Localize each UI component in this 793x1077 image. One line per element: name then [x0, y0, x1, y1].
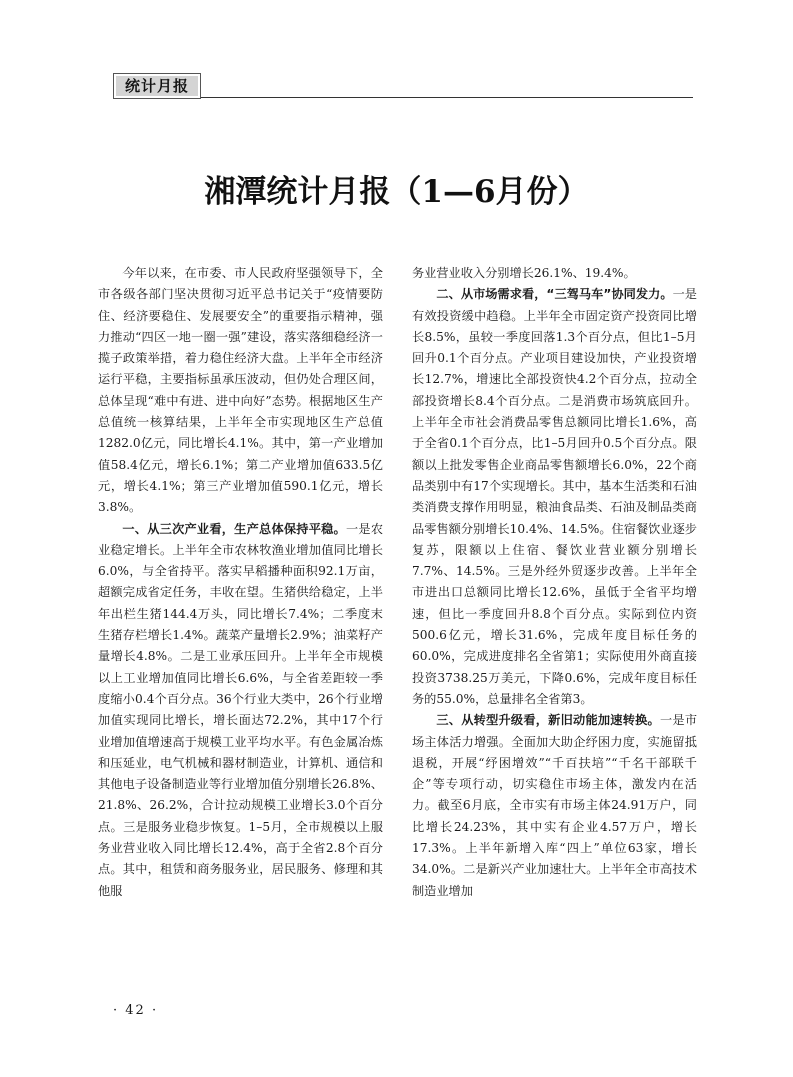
page-title: 湘潭统计月报（1—6月份） — [204, 174, 589, 210]
section-1-body: 一是农业稳定增长。上半年全市农林牧渔业增加值同比增长6.0%，与全省持平。落实早稻播种面积92.1万亩，超额完成省定任务，丰收在望。生猪供给稳定，上半年出栏生猪144.4万头，同比增长7.4%；二季度末生猪存栏增长1.4%。蔬菜产量增长2.9%；油菜籽产量增长4.8%。二是工业承压回升。上半年全市规模以上工业增加值同比增长6.6%，与全省差距较一季度缩小0.4个百分点。36个行业大类中，26个行业增加值实现同比增长，增长面达72.2%，其中17个行业增加值增速高于规模工业平均水平。有色金属冶炼和压延业，电气机械和器材制造业，计算机、通信和其他电子设备制造业等行业增加值分别增长26.8%、21.8%、26.2%，合计拉动规模工业增长3.0个百分点。三是服务业稳步恢复。1–5月，全市规模以上服务业营业收入同比增长12.4%，高于全省2.8个百分点。其中，租赁和商务服务业，居民服务、修理和其他服 — [98, 521, 384, 898]
section-2-paragraph — [412, 284, 697, 710]
section-2-heading: 二、从市场需求看，“三驾马车”协同发力。 — [436, 287, 673, 302]
page-number: · 42 · — [113, 1003, 159, 1018]
right-column — [412, 263, 697, 902]
section-1-paragraph — [98, 519, 383, 902]
section-1-heading: 一、从三次产业看，生产总体保持平稳。 — [122, 521, 346, 536]
section-label: 统计月报 — [116, 76, 198, 96]
section-2-body: 一是有效投资缓中趋稳。上半年全市固定资产投资同比增长8.5%，虽较一季度回落1.3个百分点，但比1–5月回升0.1个百分点。产业项目建设加快，产业投资增长12.7%，增速比全部投资快4.2个百分点，拉动全部投资增长8.4个百分点。二是消费市场筑底回升。上半年全市社会消费品零售总额同比增长1.6%，高于全省0.1个百分点，比1–5月回升0.5个百分点。限额以上批发零售企业商品零售额增长6.0%，22个商品类别中有17个实现增长。其中，基本生活类和石油类消费支撑作用明显，粮油食品类、石油及制品类商品零售额分别增长10.4%、14.5%。住宿餐饮业逐步复苏，限额以上住宿、餐饮业营业额分别增长7.7%、14.5%。三是外经外贸逐步改善。上半年全市进出口总额同比增长12.6%，虽低于全省平均增速，但比一季度回升8.8个百分点。实际到位内资500.6亿元，增长31.6%，完成年度目标任务的60.0%，完成进度排名全省第1；实际使用外商直接投资3738.25万美元，下降0.6%，完成年度目标任务的55.0%，总量排名全省第3。 — [412, 287, 697, 706]
section-3-body: 一是市场主体活力增强。全面加大助企纾困力度，实施留抵退税，开展“纾困增效”“千百扶培”“千名干部联千企”等专项行动，切实稳住市场主体，激发内在活力。截至6月底，全市实有市场主体24.91万户，同比增长24.23%，其中实有企业4.57万户，增长17.3%。上半年新增入库“四上”单位63家，增长34.0%。二是新兴产业加速壮大。上半年全市高技术制造业增加 — [412, 713, 698, 898]
left-column — [98, 263, 383, 902]
continuation-paragraph: 务业营业收入分别增长26.1%、19.4%。 — [412, 266, 636, 280]
header-rule — [201, 97, 693, 98]
section-tag — [113, 73, 201, 99]
intro-paragraph: 今年以来，在市委、市人民政府坚强领导下，全市各级各部门坚决贯彻习近平总书记关于“疫情要防住、经济要稳住、发展要安全”的重要指示精神，强力推动“四区一地一圈一强”建设，落实落细稳经济一揽子政策举措，着力稳住经济大盘。上半年全市经济运行平稳，主要指标虽承压波动，但仍处合理区间，总体呈现“难中有进、进中向好”态势。根据地区生产总值统一核算结果，上半年全市实现地区生产总值1282.0亿元，同比增长4.1%。其中，第一产业增加值58.4亿元，增长6.1%；第二产业增加值633.5亿元，增长4.1%；第三产业增加值590.1亿元，增长3.8%。 — [98, 266, 383, 515]
section-3-heading: 三、从转型升级看，新旧动能加速转换。 — [436, 713, 660, 728]
section-3-paragraph — [412, 710, 697, 902]
